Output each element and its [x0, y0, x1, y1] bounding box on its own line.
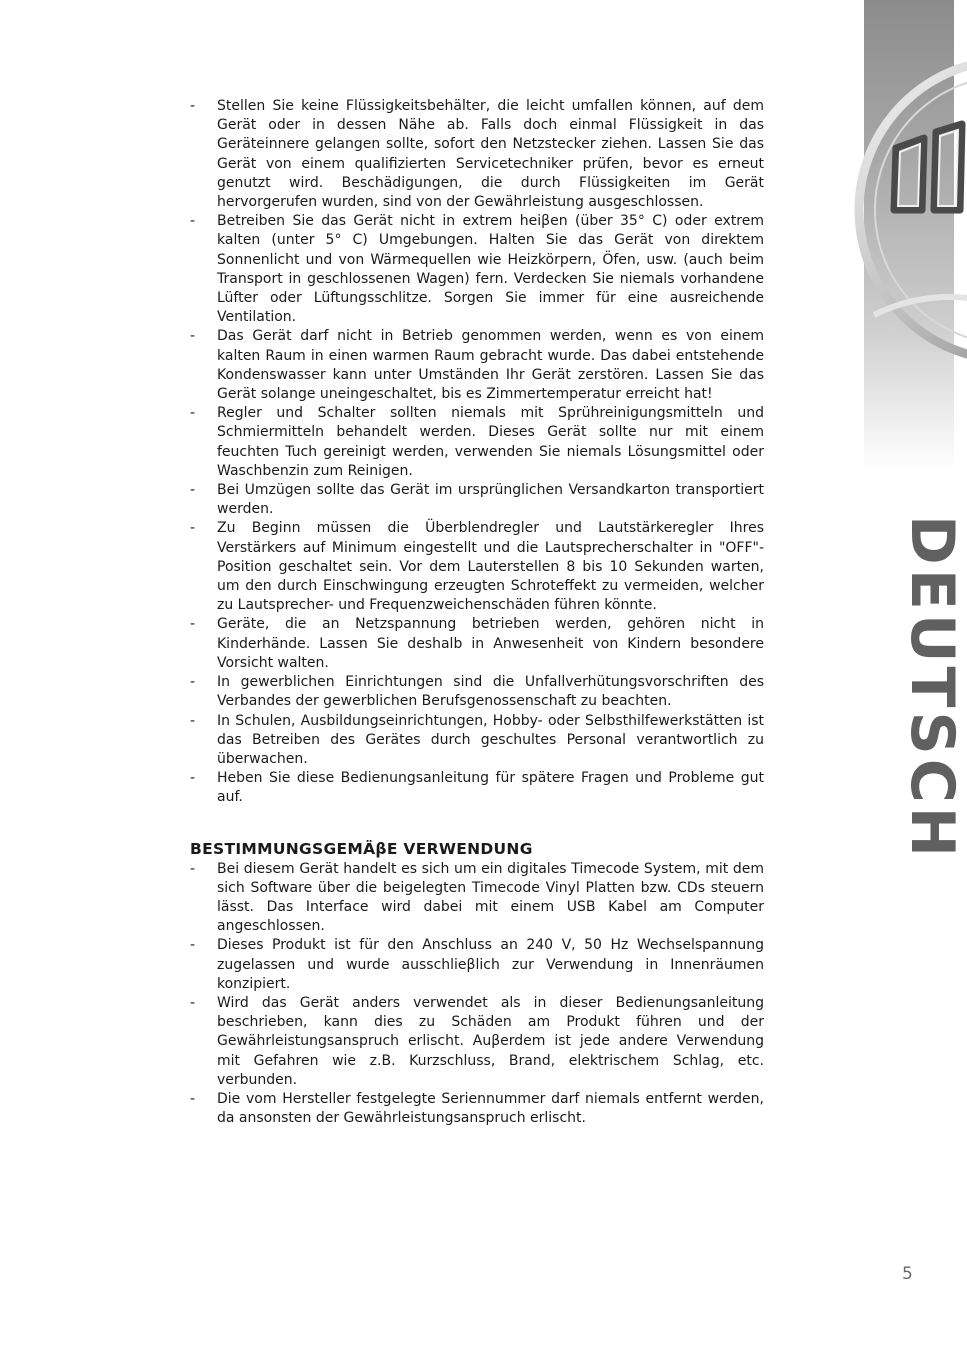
bullet-dash: -: [190, 674, 196, 691]
bullet-dash: -: [190, 770, 196, 787]
safety-list: [190, 97, 764, 808]
list-item-text: Regler und Schalter sollten niemals mit Sprühreinigungsmitteln und Schmiermitteln behandelt werden. Dieses Gerät sollte nur mit einem feuchten Tuch gereinigt werden, verwenden Sie niemals Lösungsmittel oder Waschbenzin zum Reinigen.: [217, 405, 764, 479]
page-number: 5: [902, 1264, 913, 1284]
list-item: [190, 327, 764, 404]
section-heading: BESTIMMUNGSGEMÄβE VERWENDUNG: [190, 839, 533, 858]
bullet-dash: -: [190, 860, 196, 877]
list-item: [190, 615, 764, 673]
list-item: [190, 860, 764, 937]
list-item: [190, 936, 764, 994]
list-item-text: Das Gerät darf nicht in Betrieb genommen werden, wenn es von einem kalten Raum in einen warmen Raum gebracht wurde. Das dabei entstehende Kondenswasser kann unter Umständen Ihr Gerät zerstören. Lassen Sie das Gerät solange uneingeschaltet, bis es Zimmertemperatur erreicht hat!: [217, 328, 764, 403]
intended-use-list: [190, 860, 764, 1129]
list-item-text: In gewerblichen Einrichtungen sind die Unfallverhütungsvorschriften des Verbandes der gewerblichen Berufsgenossenschaft zu beachten.: [217, 674, 764, 710]
list-item-text: Zu Beginn müssen die Überblendregler und Lautstärkeregler Ihres Verstärkers auf Minimum eingestellt und die Lautsprecherschalter in "OFF"-Position geschaltet sein. Vor dem Lauterstellen 8 bis 10 Sekunden warten, um den durch Einschwingung erzeugten Schroteffekt zu vermeiden, welcher zu Lautsprecher- und Frequenzweichenschäden führen könnte.: [217, 520, 764, 614]
bullet-dash: -: [190, 482, 196, 499]
list-item-text: Die vom Hersteller festgelegte Seriennummer darf niemals entfernt werden, da ansonsten der Gewährleistungsanspruch erlischt.: [217, 1090, 764, 1127]
list-item: [190, 519, 764, 615]
list-item-text: Bei Umzügen sollte das Gerät im ursprünglichen Versandkarton transportiert werden.: [217, 482, 764, 518]
list-item-text: Stellen Sie keine Flüssigkeitsbehälter, die leicht umfallen können, auf dem Gerät oder in dessen Nähe ab. Falls doch einmal Flüssigkeit in das Geräteinnere gelangen sollte, sofort den Netzstecker ziehen. Lassen Sie das Gerät von einem qualifizierten Servicetechniker prüfen, bevor es erneut genutzt wird. Beschädigungen, die durch Flüssigkeiten im Gerät hervorgerufen wurden, sind von der Gewährleistung ausgeschlossen.: [217, 98, 764, 211]
bullet-dash: -: [190, 405, 196, 422]
list-item: [190, 712, 764, 770]
list-item-text: Geräte, die an Netzspannung betrieben werden, gehören nicht in Kinderhände. Lassen Sie deshalb in Anwesenheit von Kindern besondere Vorsicht walten.: [217, 616, 764, 671]
list-item-text: In Schulen, Ausbildungseinrichtungen, Hobby- oder Selbsthilfewerkstätten ist das Betreiben des Gerätes durch geschultes Personal verantwortlich zu überwachen.: [217, 712, 764, 767]
language-label: DEUTSCH: [897, 515, 967, 861]
brand-logo-icon: [864, 60, 954, 380]
list-item: [190, 97, 764, 212]
list-item: [190, 769, 764, 807]
list-item-text: Betreiben Sie das Gerät nicht in extrem heiβen (über 35° C) oder extrem kalten (unter 5° C) Umgebungen. Halten Sie das Gerät von direktem Sonnenlicht und von Wärmequellen wie Heizkörpern, Öfen, usw. (auch beim Transport in geschlossenen Wagen) fern. Verdecken Sie niemals vorhandene Lüfter oder Lüftungsschlitze. Sorgen Sie immer für eine ausreichende Ventilation.: [217, 213, 764, 326]
list-item-text: Heben Sie diese Bedienungsanleitung für spätere Fragen und Probleme gut auf.: [217, 770, 764, 806]
list-item-text: Bei diesem Gerät handelt es sich um ein digitales Timecode System, mit dem sich Software über die beigelegten Timecode Vinyl Platten bzw. CDs steuern lässt. Das Interface wird dabei mit einem USB Kabel am Computer angeschlossen.: [217, 860, 764, 935]
list-item: [190, 481, 764, 519]
list-item: [190, 994, 764, 1090]
list-item: [190, 212, 764, 327]
bullet-dash: -: [190, 1090, 196, 1107]
bullet-dash: -: [190, 328, 196, 345]
bullet-dash: -: [190, 616, 196, 633]
list-item-text: Dieses Produkt ist für den Anschluss an 240 V, 50 Hz Wechselspannung zugelassen und wurde ausschlieβlich zur Verwendung in Innenräumen konzipiert.: [217, 937, 764, 992]
main-content: [190, 97, 764, 1128]
bullet-dash: -: [190, 98, 196, 114]
list-item-text: Wird das Gerät anders verwendet als in dieser Bedienungsanleitung beschrieben, kann dies zu Schäden am Produkt führen und der Gewährleistungsanspruch erlischt. Auβerdem ist jede andere Verwendung mit Gefahren wie z.B. Kurzschluss, Brand, elektrischem Schlag, etc. verbunden.: [217, 994, 764, 1088]
list-item: [190, 673, 764, 711]
bullet-dash: -: [190, 937, 196, 954]
bullet-dash: -: [190, 213, 196, 230]
bullet-dash: -: [190, 712, 196, 729]
list-item: [190, 404, 764, 481]
list-item: [190, 1090, 764, 1128]
bullet-dash: -: [190, 520, 196, 537]
bullet-dash: -: [190, 994, 196, 1011]
